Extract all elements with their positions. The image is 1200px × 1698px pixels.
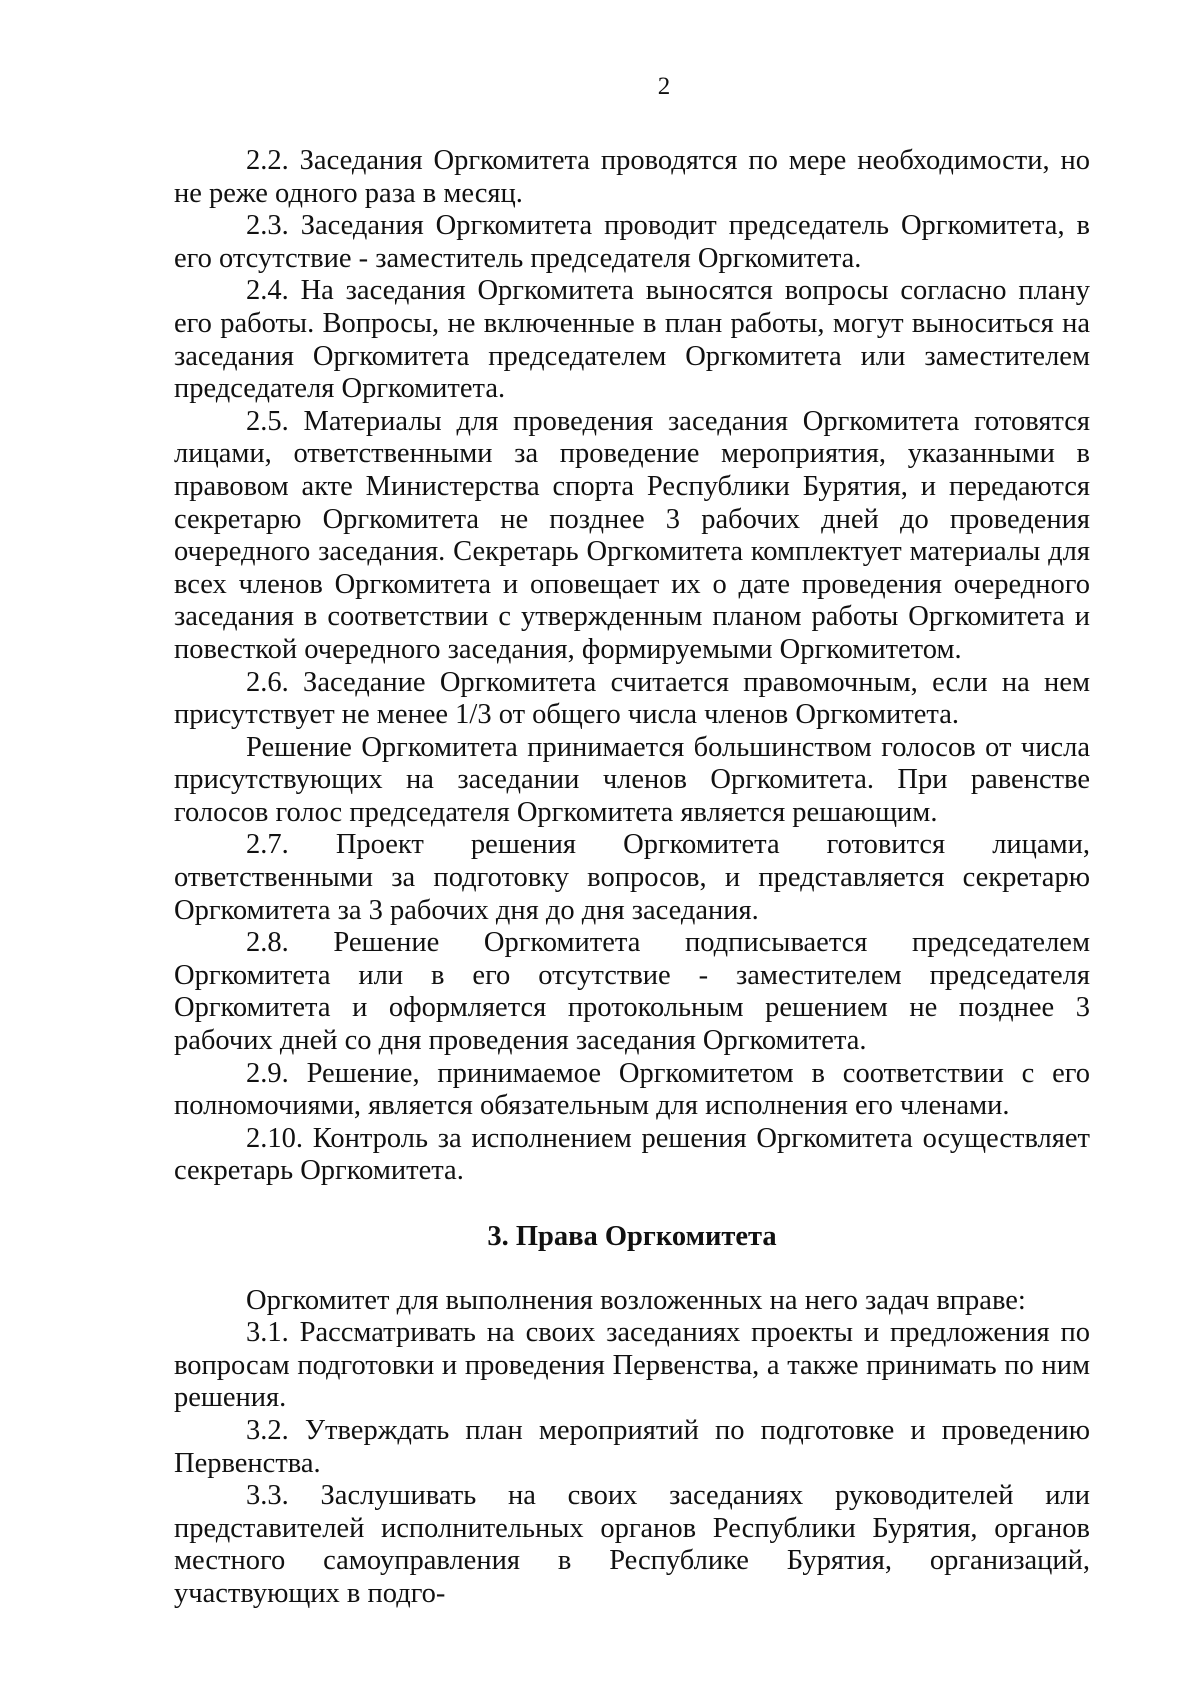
paragraph-2-2: 2.2. Заседания Оргкомитета проводятся по мере необходимости, но не реже одного раза в месяц. [174, 145, 1090, 209]
paragraph-3-intro: Оргкомитет для выполнения возложенных на него задач вправе: [246, 1284, 1026, 1316]
paragraph-2-10: 2.10. Контроль за исполнением решения Оргкомитета осуществляет секретарь Оргкомитета. [174, 1122, 1090, 1187]
section-3-heading: 3. Права Оргкомитета [487, 1221, 777, 1252]
paragraph-2-7: 2.7. Проект решения Оргкомитета готовится лицами, ответственными за подготовку вопросов, и представляется секретарю Оргкомитета за 3 рабочих дня до дня заседания. [174, 829, 1090, 926]
paragraph-3-2: 3.2. Утверждать план мероприятий по подготовке и проведению Первенства. [174, 1414, 1090, 1479]
paragraph-2-4: 2.4. На заседания Оргкомитета выносятся вопросы согласно плану его работы. Вопросы, не включенные в план работы, могут выноситься на заседания Оргкомитета председателем Оргкомитета или заместителем председателя Оргкомитета. [174, 275, 1090, 405]
page-number: 2 [657, 73, 671, 100]
paragraph-2-6: 2.6. Заседание Оргкомитета считается правомочным, если на нем присутствует не менее 1/3 от общего числа членов Оргкомитета. [174, 666, 1090, 731]
paragraph-2-9: 2.9. Решение, принимаемое Оргкомитетом в соответствии с его полномочиями, является обязательным для исполнения его членами. [174, 1057, 1090, 1122]
paragraph-3-3: 3.3. Заслушивать на своих заседаниях руководителей или представителей исполнительных органов Республики Бурятия, органов местного самоуправления в Республике Бурятия, организаций, участвующих в подго- [174, 1480, 1090, 1609]
paragraph-2-5: 2.5. Материалы для проведения заседания Оргкомитета готовятся лицами, ответственными за проведение мероприятия, указанными в правовом акте Министерства спорта Республики Бурятия, и передаются секретарю Оргкомитета не позднее 3 рабочих дней до проведения очередного заседания. Секретарь Оргкомитета комплектует материалы для всех членов Оргкомитета и оповещает их о дате проведения очередного заседания в соответствии с утвержденным планом работы Оргкомитета и повесткой очередного заседания, формируемыми Оргкомитетом. [174, 405, 1090, 665]
paragraph-2-6-decision: Решение Оргкомитета принимается большинством голосов от числа присутствующих на заседании членов Оргкомитета. При равенстве голосов голос председателя Оргкомитета является решающим. [174, 731, 1090, 828]
paragraph-2-3: 2.3. Заседания Оргкомитета проводит председатель Оргкомитета, в его отсутствие - заместитель председателя Оргкомитета. [174, 210, 1090, 274]
document-body [174, 145, 1090, 1611]
paragraph-3-1: 3.1. Рассматривать на своих заседаниях проекты и предложения по вопросам подготовки и проведения Первенства, а также принимать по ним решения. [174, 1317, 1090, 1414]
paragraph-2-8: 2.8. Решение Оргкомитета подписывается председателем Оргкомитета или в его отсутствие - заместителем председателя Оргкомитета и оформляется протокольным решением не позднее 3 рабочих дней со дня проведения заседания Оргкомитета. [174, 927, 1090, 1057]
